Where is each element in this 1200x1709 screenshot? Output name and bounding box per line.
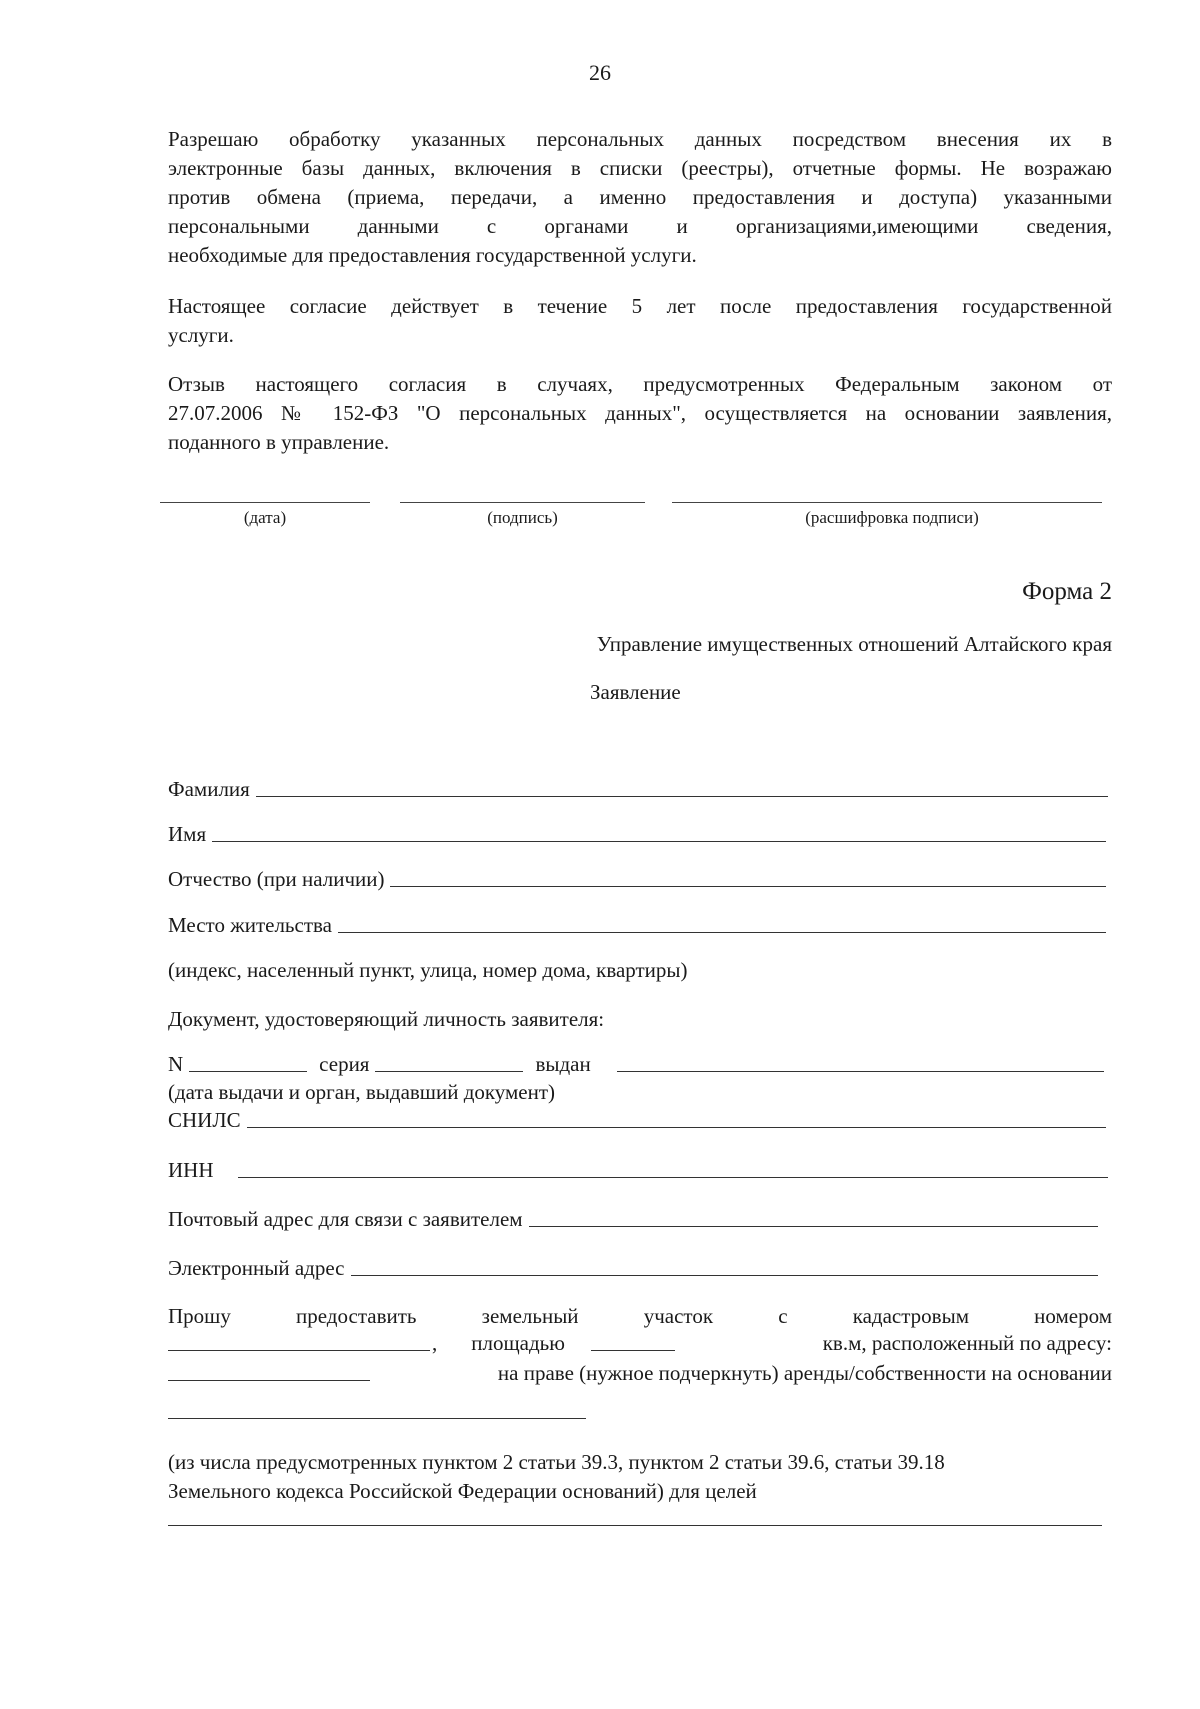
purpose-field[interactable] xyxy=(168,1525,1102,1526)
consent-p3-line: 27.07.2006 № 152-ФЗ "О персональных данных", осуществляется на основании заявления, xyxy=(168,401,1112,425)
email-field[interactable] xyxy=(351,1275,1099,1276)
inn-label: ИНН xyxy=(168,1158,214,1182)
doc-issued-field[interactable] xyxy=(617,1071,1104,1072)
consent-paragraph-1 xyxy=(168,125,1112,270)
postal-label: Почтовый адрес для связи с заявителем xyxy=(168,1207,523,1231)
request-line-1 xyxy=(168,1302,1112,1331)
request-line-3 xyxy=(168,1361,1112,1386)
grounds-field[interactable] xyxy=(168,1418,586,1419)
consent-paragraph-3 xyxy=(168,370,1112,457)
snils-field[interactable] xyxy=(247,1127,1106,1128)
date-signature-line[interactable] xyxy=(160,502,370,503)
email-row xyxy=(168,1256,1098,1281)
request-text: Прошу предоставить земельный участок с кадастровым номером xyxy=(168,1304,1112,1328)
address-field[interactable] xyxy=(168,1380,370,1381)
consent-p1-line: Разрешаю обработку указанных персональных данных посредством внесения их в xyxy=(168,127,1112,151)
inn-row xyxy=(168,1158,1108,1183)
issued-hint: (дата выдачи и орган, выдавший документ) xyxy=(168,1080,556,1104)
grounds-hint-1: (из числа предусмотренных пунктом 2 статьи 39.3, пунктом 2 статьи 39.6, статьи 39.18 xyxy=(168,1450,945,1474)
consent-p1-line: против обмена (приема, передачи, а именно предоставления и доступа) указанными xyxy=(168,185,1112,209)
doc-number-field[interactable] xyxy=(189,1071,307,1072)
sign-caption: (подпись) xyxy=(487,508,558,527)
residence-hint: (индекс, населенный пункт, улица, номер дома, квартиры) xyxy=(168,958,688,982)
decode-caption: (расшифровка подписи) xyxy=(805,508,979,527)
doc-series-field[interactable] xyxy=(375,1071,523,1072)
doc-issued-label: выдан xyxy=(535,1052,591,1076)
addressee: Управление имущественных отношений Алтайского края xyxy=(596,632,1112,656)
cadastral-number-field[interactable] xyxy=(168,1350,430,1351)
form-title: Заявление xyxy=(590,680,681,704)
name-row xyxy=(168,822,1106,847)
postal-row xyxy=(168,1207,1098,1232)
name-field[interactable] xyxy=(212,841,1106,842)
consent-paragraph-2 xyxy=(168,292,1112,350)
form-label: Форма 2 xyxy=(1022,578,1112,605)
page-number: 26 xyxy=(589,60,611,85)
consent-p3-line: Отзыв настоящего согласия в случаях, предусмотренных Федеральным законом от xyxy=(168,372,1112,396)
consent-p1-line: персональными данными с органами и организациями,имеющими сведения, xyxy=(168,214,1112,238)
grounds-hint-2: Земельного кодекса Российской Федерации оснований) для целей xyxy=(168,1479,757,1503)
surname-field[interactable] xyxy=(256,796,1108,797)
consent-p2-line: услуги. xyxy=(168,323,234,347)
doc-number-label: N xyxy=(168,1052,184,1076)
id-document-label: Документ, удостоверяющий личность заявителя: xyxy=(168,1007,605,1031)
snils-row xyxy=(168,1108,1106,1133)
patronymic-field[interactable] xyxy=(390,886,1106,887)
decode-signature-line[interactable] xyxy=(672,502,1102,503)
snils-label: СНИЛС xyxy=(168,1108,241,1132)
inn-field[interactable] xyxy=(238,1177,1109,1178)
consent-p1-line: необходимые для предоставления государственной услуги. xyxy=(168,243,697,267)
email-label: Электронный адрес xyxy=(168,1256,345,1280)
surname-row xyxy=(168,777,1108,802)
patronymic-row xyxy=(168,867,1106,892)
id-document-row xyxy=(168,1052,1104,1077)
surname-label: Фамилия xyxy=(168,777,250,801)
residence-field[interactable] xyxy=(338,932,1106,933)
address-label: кв.м, расположенный по адресу: xyxy=(822,1331,1112,1355)
residence-label: Место жительства xyxy=(168,913,332,937)
consent-p2-line: Настоящее согласие действует в течение 5 лет после предоставления государственной xyxy=(168,294,1112,318)
patronymic-label: Отчество (при наличии) xyxy=(168,867,385,891)
postal-field[interactable] xyxy=(529,1226,1098,1227)
request-line-2: , площадью кв.м, расположенный по адресу: xyxy=(168,1331,1112,1356)
residence-row xyxy=(168,913,1106,938)
right-type-text: на праве (нужное подчеркнуть) аренды/собственности на основании xyxy=(497,1361,1112,1385)
area-label: площадью xyxy=(471,1331,565,1355)
date-caption: (дата) xyxy=(243,508,287,527)
doc-series-label: серия xyxy=(319,1052,370,1076)
consent-p3-line: поданного в управление. xyxy=(168,430,390,454)
area-field[interactable] xyxy=(591,1350,675,1351)
consent-p1-line: электронные базы данных, включения в списки (реестры), отчетные формы. Не возражаю xyxy=(168,156,1112,180)
name-label: Имя xyxy=(168,822,207,846)
sign-signature-line[interactable] xyxy=(400,502,645,503)
